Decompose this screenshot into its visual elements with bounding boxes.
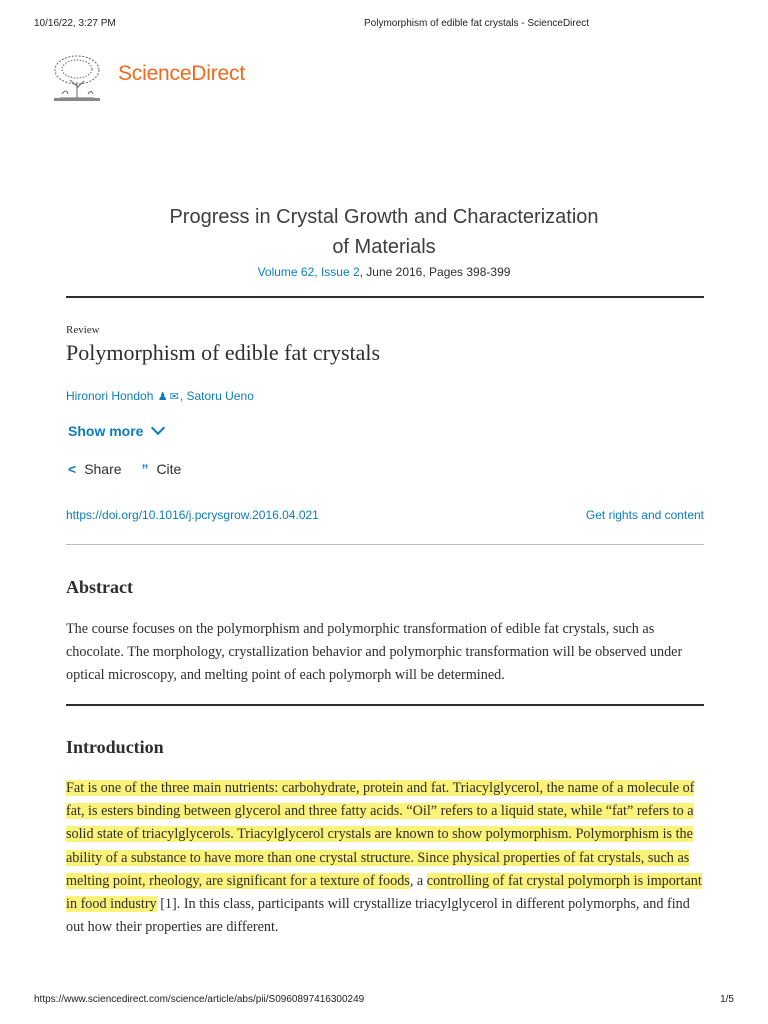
intro-text-segment: [1]. In this class, participants will crystallize triacylglycerol in different polymorphs, and find out how their properties are different. <box>66 896 690 936</box>
volume-date-pages: , June 2016, Pages 398-399 <box>359 265 511 279</box>
introduction-text <box>66 777 706 939</box>
print-url: https://www.sciencedirect.com/science/article/abs/pii/S0960897416300249 <box>34 994 365 1005</box>
person-icon[interactable]: ♟ <box>157 391 168 403</box>
article-actions <box>68 461 197 477</box>
divider <box>66 296 704 298</box>
brand-name[interactable]: ScienceDirect <box>118 62 245 85</box>
author-list <box>66 389 254 403</box>
doi-link[interactable]: https://doi.org/10.1016/j.pcrysgrow.2016.04.021 <box>66 508 319 522</box>
author-link[interactable]: , Satoru Ueno <box>179 389 254 403</box>
intro-text-segment: , a <box>409 872 427 889</box>
divider <box>66 704 704 706</box>
chevron-down-icon <box>151 421 165 435</box>
journal-title[interactable] <box>0 202 768 262</box>
highlighted-text: controlling of fat crystal polymorph is important in food industry <box>66 872 702 913</box>
abstract-text: The course focuses on the polymorphism and polymorphic transformation of edible fat crystals, such as chocolate. The morphology, crystallization behavior and polymorphic transformation will be observed under optical microscopy, and melting point of each polymorph will be determined. <box>66 621 683 684</box>
print-footer <box>34 994 734 1010</box>
author-link[interactable]: Hironori Hondoh <box>66 389 154 403</box>
article-title: Polymorphism of edible fat crystals <box>66 340 381 365</box>
rights-link[interactable]: Get rights and content <box>585 508 704 522</box>
cite-label: Cite <box>156 461 182 477</box>
print-page-title: Polymorphism of edible fat crystals - ScienceDirect <box>364 18 590 29</box>
volume-info <box>0 265 768 279</box>
share-icon: < <box>68 461 77 477</box>
print-datetime: 10/16/22, 3:27 PM <box>34 18 116 29</box>
divider <box>66 544 704 545</box>
email-icon[interactable]: ✉ <box>169 391 179 403</box>
introduction-heading: Introduction <box>66 737 164 757</box>
share-button[interactable] <box>68 461 122 477</box>
journal-title-line2[interactable]: of Materials <box>332 236 436 258</box>
elsevier-tree-logo-icon[interactable] <box>48 52 106 104</box>
highlighted-text: Fat is one of the three main nutrients: carbohydrate, protein and fat. Triacylglycerol, the name of a molecule of fat, is esters binding between glycerol and three fatty acids. “Oil” refers to a liquid state, while “fat” refers to a solid state of triacylglycerols. Triacylglycerol crystals are known to show polymorphism. Polymorphism is the ability of a substance to have more than one crystal structure. Since physical properties of fat crystals, such as melting point, rheology, are significant for a texture of foods <box>66 780 695 889</box>
share-label: Share <box>84 461 122 477</box>
abstract-heading: Abstract <box>66 577 133 597</box>
show-more-button[interactable] <box>68 423 163 439</box>
print-header <box>34 18 734 34</box>
article-type: Review <box>66 324 100 336</box>
show-more-label: Show more <box>68 423 144 439</box>
quote-icon: ” <box>141 461 149 477</box>
journal-title-line1[interactable]: Progress in Crystal Growth and Characterization <box>169 206 599 228</box>
page-number: 1/5 <box>720 994 734 1005</box>
volume-issue-link[interactable]: Volume 62, Issue 2 <box>257 265 360 279</box>
cite-button[interactable] <box>141 461 181 477</box>
